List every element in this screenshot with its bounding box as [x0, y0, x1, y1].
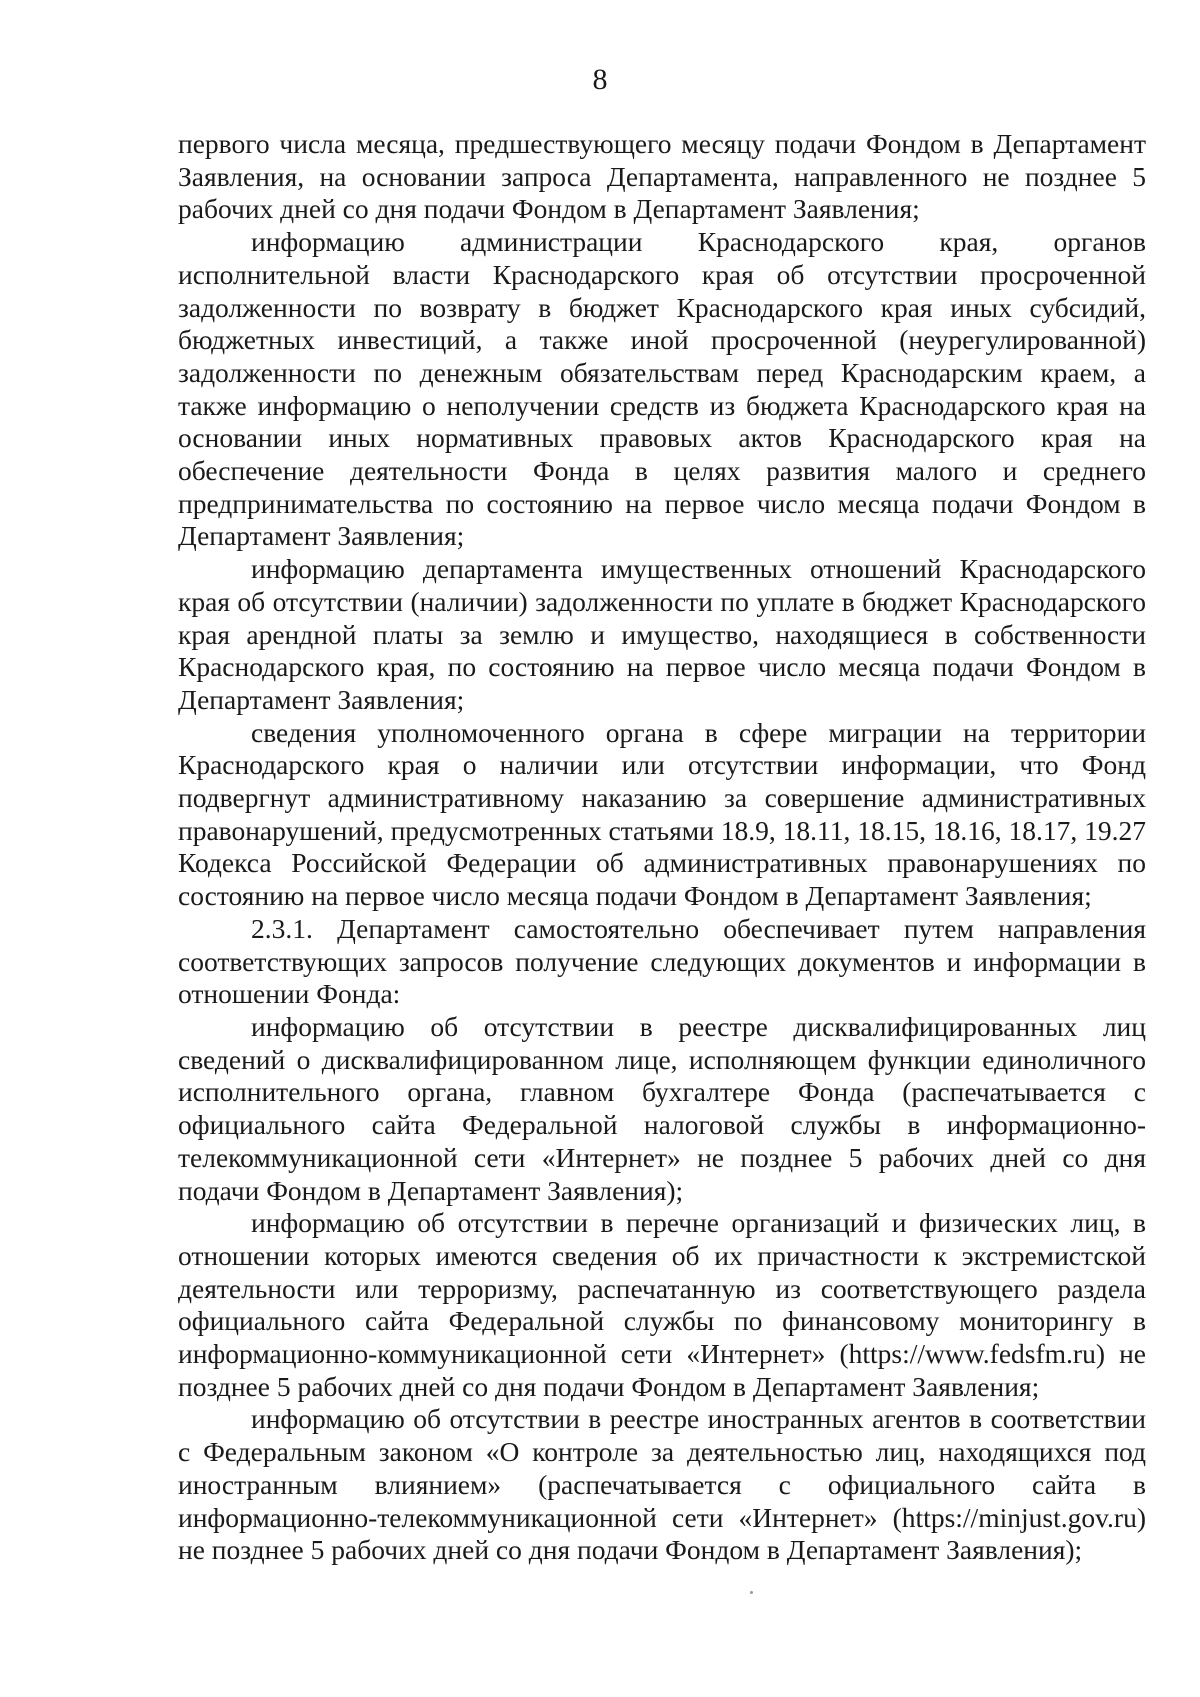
paragraph-continuation: первого числа месяца, предшествующего месяцу подачи Фондом в Департамент Заявления, на основании запроса Департамента, направленного не позднее 5 рабочих дней со дня подачи Фондом в Департамент Заявления; — [178, 128, 1146, 225]
paragraph-property-dept-info: информацию департамента имущественных отношений Краснодарского края об отсутствии (наличии) задолженности по уплате в бюджет Краснодарского края арендной платы за землю и имущество, находящиеся в собственности Краснодарского края, по состоянию на первое число месяца подачи Фондом в Департамент Заявления; — [178, 553, 1146, 715]
paragraph-migration-info: сведения уполномоченного органа в сфере миграции на территории Краснодарского края о наличии или отсутствии информации, что Фонд подвергнут административному наказанию за совершение административных правонарушений, предусмотренных статьями 18.9, 18.11, 18.15, 18.16, 18.17, 19.27 Кодекса Российской Федерации об административных правонарушениях по состоянию на первое число месяца подачи Фондом в Департамент Заявления; — [178, 716, 1146, 912]
paragraph-extremism-list: информацию об отсутствии в перечне организаций и физических лиц, в отношении которых имеются сведения об их причастности к экстремистской деятельности или терроризму, распечатанную из соответствующего раздела официального сайта Федеральной службы по финансовому мониторингу в информационно-коммуникационной сети «Интернет» (https://www.fedsfm.ru) не позднее 5 рабочих дней со дня подачи Фондом в Департамент Заявления; — [178, 1207, 1146, 1402]
paragraph-clause-2-3-1: 2.3.1. Департамент самостоятельно обеспечивает путем направления соответствующих запросов получение следующих документов и информации в отношении Фонда: — [178, 912, 1146, 1010]
document-body — [178, 128, 1146, 1567]
scan-speck — [750, 1591, 753, 1594]
page-number: 8 — [592, 63, 608, 96]
paragraph-foreign-agents: информацию об отсутствии в реестре иностранных агентов в соответствии с Федеральным законом «О контроле за деятельностью лиц, находящихся под иностранным влиянием» (распечатывается с официального сайта в информационно-телекоммуникационной сети «Интернет» (https://minjust.gov.ru) не позднее 5 рабочих дней со дня подачи Фондом в Департамент Заявления); — [178, 1403, 1146, 1566]
paragraph-disqualified-registry: информацию об отсутствии в реестре дисквалифицированных лиц сведений о дисквалифицированном лице, исполняющем функции единоличного исполнительного органа, главном бухгалтере Фонда (распечатывается с официального сайта Федеральной налоговой службы в информационно-телекоммуникационной сети «Интернет» не позднее 5 рабочих дней со дня подачи Фондом в Департамент Заявления); — [178, 1010, 1146, 1206]
paragraph-admin-info: информацию администрации Краснодарского края, органов исполнительной власти Краснодарского края об отсутствии просроченной задолженности по возврату в бюджет Краснодарского края иных субсидий, бюджетных инвестиций, а также иной просроченной (неурегулированной) задолженности по денежным обязательствам перед Краснодарским краем, а также информацию о неполучении средств из бюджета Краснодарского края на основании иных нормативных правовых актов Краснодарского края на обеспечение деятельности Фонда в целях развития малого и среднего предпринимательства по состоянию на первое число месяца подачи Фондом в Департамент Заявления; — [178, 226, 1146, 552]
